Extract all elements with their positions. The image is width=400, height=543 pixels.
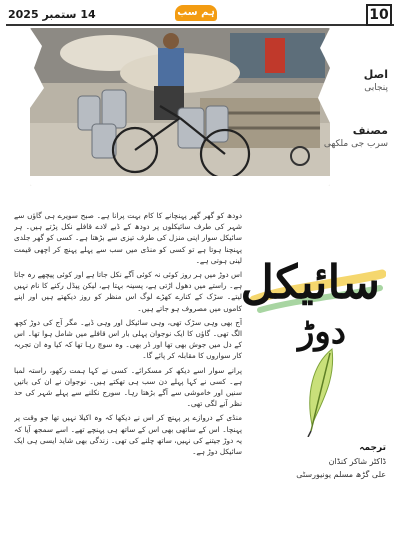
original-language-value: پنجابی	[364, 83, 388, 93]
original-language-label: اصل	[363, 68, 388, 81]
story-title-line1: سائیکل	[240, 255, 380, 309]
story-title-line2: دوڑ	[298, 312, 346, 352]
author-name: سرب جی ملکھی	[323, 139, 388, 149]
translator-name: ڈاکٹر شاکر کنڈان	[328, 457, 386, 466]
translation-credits	[256, 442, 386, 481]
article-paragraph: آج بھی وہی سڑک تھی، وہی سائیکل اور وہی ڈبے۔ مگر آج کی دوڑ کچھ الگ تھی۔ گاؤں کا ایک نوجوان پہلی بار اس قافلے میں شامل ہوا تھا۔ اس کے دل میں جوش بھی تھا اور ڈر بھی۔ وہ سوچ رہا تھا کہ کیا وہ ان تجربہ کار سواروں کا مقابلہ کر پائے گا۔	[14, 317, 242, 361]
translation-label: ترجمہ	[359, 443, 386, 453]
article-paragraph: منڈی کے دروازے پر پہنچ کر اس نے دیکھا کہ وہ اکیلا نہیں تھا جو وقت پر پہنچا۔ اس کے ساتھی بھی اس کے ساتھ ہی پہنچے تھے۔ اسے سمجھ آیا کہ یہ دوڑ جیتنے کی نہیں، ساتھ چلنے کی تھی۔ زندگی بھی شاید ایسی ہی ایک سائیکل دوڑ ہے۔	[14, 413, 242, 457]
article-paragraph: اس دوڑ میں ہر روز کوئی نہ کوئی آگے نکل جاتا ہے اور کوئی پیچھے رہ جاتا ہے۔ راستے میں دھول اڑتی ہے، پسینہ بہتا ہے، لیکن پیڈل رکنے کا نام نہیں لیتے۔ سڑک کے کنارے کھڑے لوگ اس منظر کو روز دیکھتے ہیں اور اپنے کاموں میں مصروف ہو جاتے ہیں۔	[14, 270, 242, 313]
translator-institution: علی گڑھ مسلم یونیورسٹی	[296, 470, 386, 479]
author-label: مصنف	[352, 124, 388, 137]
article-paragraph: پرانے سوار اسے دیکھ کر مسکرائے۔ کسی نے کہا ہمت رکھو، راستہ لمبا ہے۔ کسی نے کہا پہلے دن سب ہی تھکتے ہیں۔ نوجوان نے ان کی باتیں سنیں اور خاموشی سے آگے بڑھتا رہا۔ سورج نکلنے سے پہلے شہر کی حد نظر آنے لگی تھی۔	[14, 365, 242, 409]
article-paragraph: دودھ کو گھر گھر پہنچانے کا کام بہت پرانا ہے۔ صبح سویرے ہی گاؤں سے شہر کی طرف سائیکلوں پر دودھ کے ڈبے لادے قافلے نکل پڑتے ہیں۔ ہر سائیکل سوار اپنی منزل کی طرف تیزی سے بڑھتا ہے۔ کسی کو گھر جلدی پہنچنا ہوتا ہے تو کسی کو منڈی میں سب سے پہلے پہنچ کر اچھی قیمت لینی ہوتی ہے۔	[14, 211, 242, 265]
article-body	[14, 210, 242, 528]
publication-logo: ہم سب	[175, 5, 217, 21]
page-number: 10	[366, 4, 392, 26]
story-photo	[30, 28, 330, 186]
header-rule	[6, 24, 394, 26]
original-language-block	[364, 68, 388, 93]
issue-date: 14 ستمبر 2025	[8, 8, 96, 21]
quill-feather-icon	[302, 345, 344, 437]
author-block	[324, 124, 388, 149]
story-title	[240, 248, 386, 358]
